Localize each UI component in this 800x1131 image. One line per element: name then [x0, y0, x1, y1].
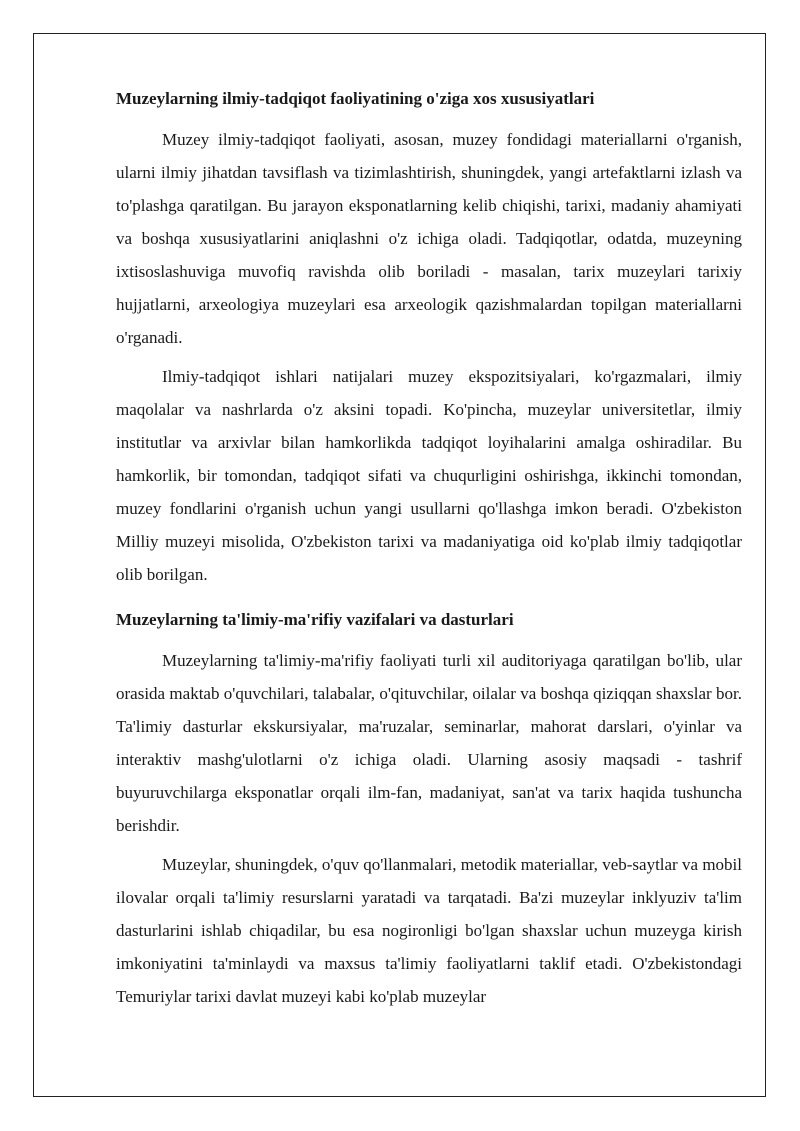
section-heading: Muzeylarning ta'limiy-ma'rifiy vazifalari va dasturlari	[116, 610, 514, 629]
paragraph: Muzeylarning ta'limiy-ma'rifiy faoliyati turli xil auditoriyaga qaratilgan bo'lib, ular orasida maktab o'quvchilari, talabalar, o'qituvchilar, oilalar va boshqa qiziqqan shaxslar bor. Ta'limiy dasturlar ekskursiyalar, ma'ruzalar, seminarlar, mahorat darslari, o'yinlar va interaktiv mashg'ulotlarni o'z ichiga oladi. Ularning asosiy maqsadi - tashrif buyuruvchilarga eksponatlar orqali ilm-fan, madaniyat, san'at va tarix haqida tushuncha berishdir.	[116, 651, 742, 835]
paragraph: Muzey ilmiy-tadqiqot faoliyati, asosan, muzey fondidagi materiallarni o'rganish, ularni ilmiy jihatdan tavsiflash va tizimlashtirish, shuningdek, yangi artefaktlarni izlash va to'plashga qaratilgan. Bu jarayon eksponatlarning kelib chiqishi, tarixi, madaniy ahamiyati va boshqa xususiyatlarini aniqlashni o'z ichiga oladi. Tadqiqotlar, odatda, muzeyning ixtisoslashuviga muvofiq ravishda olib boriladi - masalan, tarix muzeylari tarixiy hujjatlarni, arxeologiya muzeylari esa arxeologik qazishmalardan topilgan materiallarni o'rganadi.	[116, 130, 742, 347]
section-education	[116, 605, 742, 1013]
paragraph: Muzeylar, shuningdek, o'quv qo'llanmalari, metodik materiallar, veb-saytlar va mobil ilovalar orqali ta'limiy resurslarni yaratadi va tarqatadi. Ba'zi muzeylar inklyuziv ta'lim dasturlarini ishlab chiqadilar, bu esa nogironligi bo'lgan shaxslar uchun muzeyga kirish imkoniyatini ta'minlaydi va maxsus ta'limiy faoliyatlarni taklif etadi. O'zbekistondagi Temuriylar tarixi davlat muzeyi kabi ko'plab muzeylar	[116, 855, 742, 1006]
section-heading: Muzeylarning ilmiy-tadqiqot faoliyatining o'ziga xos xususiyatlari	[116, 89, 595, 108]
paragraph: Ilmiy-tadqiqot ishlari natijalari muzey ekspozitsiyalari, ko'rgazmalari, ilmiy maqolalar va nashrlarda o'z aksini topadi. Ko'pincha, muzeylar universitetlar, ilmiy institutlar va arxivlar bilan hamkorlikda tadqiqot loyihalarini amalga oshiradilar. Bu hamkorlik, bir tomondan, tadqiqot sifati va chuqurligini oshirishga, ikkinchi tomondan, muzey fondlarini o'rganish uchun yangi usullarni qo'llashga imkon beradi. O'zbekiston Milliy muzeyi misolida, O'zbekiston tarixi va madaniyatiga oid ko'plab ilmiy tadqiqotlar olib borilgan.	[116, 367, 742, 584]
document-body	[116, 84, 742, 1019]
section-research	[116, 84, 742, 591]
